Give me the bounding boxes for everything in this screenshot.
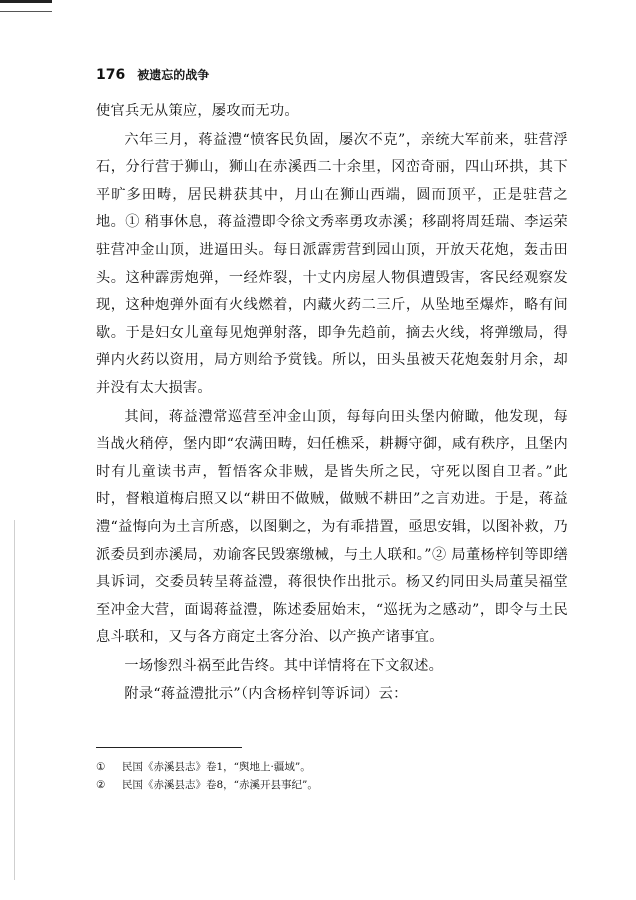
running-title: 被遗忘的战争 <box>137 68 210 82</box>
page-number: 176 <box>96 67 126 83</box>
scan-margin-line <box>14 520 15 880</box>
paragraph: 其间，蒋益澧常巡营至冲金山顶，每每向田头堡内俯瞰，他发现，每当战火稍停，堡内即“农满田畴，妇任樵采，耕耨守御，咸有秩序，且堡内时有儿童读书声，暂悟客众非贼，是皆失所之民，守死以图自卫者。”此时，督粮道梅启照又以“耕田不做贼，做贼不耕田”之言劝进。于是，蒋益澧“益悔向为土言所惑，以图剿之，为有乖措置，亟思安辑，以图补救，乃派委员到赤溪局，劝谕客民毁寨缴械，与土人联和。”② 局董杨梓钊等即缮具诉词，交委员转呈蒋益澧，蒋很快作出批示。杨又约同田头局董吴福堂至冲金大营，面谒蒋益澧，陈述委屈始末，“巡抚为之感动”，即令与土民息斗联和，又与各方商定土客分治、以产换产诸事宜。 <box>96 408 568 646</box>
body-text <box>96 98 568 709</box>
paragraph: 附录“蒋益澧批示”（内含杨梓钊等诉词）云： <box>124 686 408 703</box>
scan-edge-mark <box>0 0 52 3</box>
scan-edge-line <box>0 11 52 12</box>
footnote-text: 民国《赤溪县志》卷8，“赤溪开县事纪”。 <box>122 779 318 791</box>
footnote-text: 民国《赤溪县志》卷1，“舆地上·疆域”。 <box>122 761 311 773</box>
footnote <box>96 776 556 794</box>
footnote-divider <box>96 747 242 748</box>
paragraph: 使官兵无从策应，屡攻而无功。 <box>96 103 299 119</box>
paragraph: 六年三月，蒋益澧“愤客民负固，屡次不克”，亲统大军前来，驻营浮石，分行营于狮山，狮山在赤溪西二十余里，冈峦奇丽，四山环拱，其下平旷多田畴，居民耕获其中，月山在狮山西端，圆而顶平，正是驻营之地。① 稍事休息，蒋益澧即令徐文秀率勇攻赤溪；移副将周廷瑞、李运荣驻营冲金山顶，进逼田头。每日派霹雳营到园山顶，开放天花炮，轰击田头。这种霹雳炮弹，一经炸裂，十丈内房屋人物俱遭毁害，客民经观察发现，这种炮弹外面有火线燃着，内藏火药二三斤，从坠地至爆炸，略有间歇。于是妇女儿童每见炮弹射落，即争先趋前，摘去火线，将弹缴局，得弹内火药以资用，局方则给予赏钱。所以，田头虽被天花炮轰射月余，却并没有太大损害。 <box>96 131 568 396</box>
footnote-mark: ① <box>96 761 106 773</box>
footnote-mark: ② <box>96 779 106 791</box>
footnotes <box>96 758 556 794</box>
paragraph: 一场惨烈斗祸至此告终。其中详情将在下文叙述。 <box>124 657 444 674</box>
footnote <box>96 758 556 776</box>
running-header <box>96 66 209 86</box>
